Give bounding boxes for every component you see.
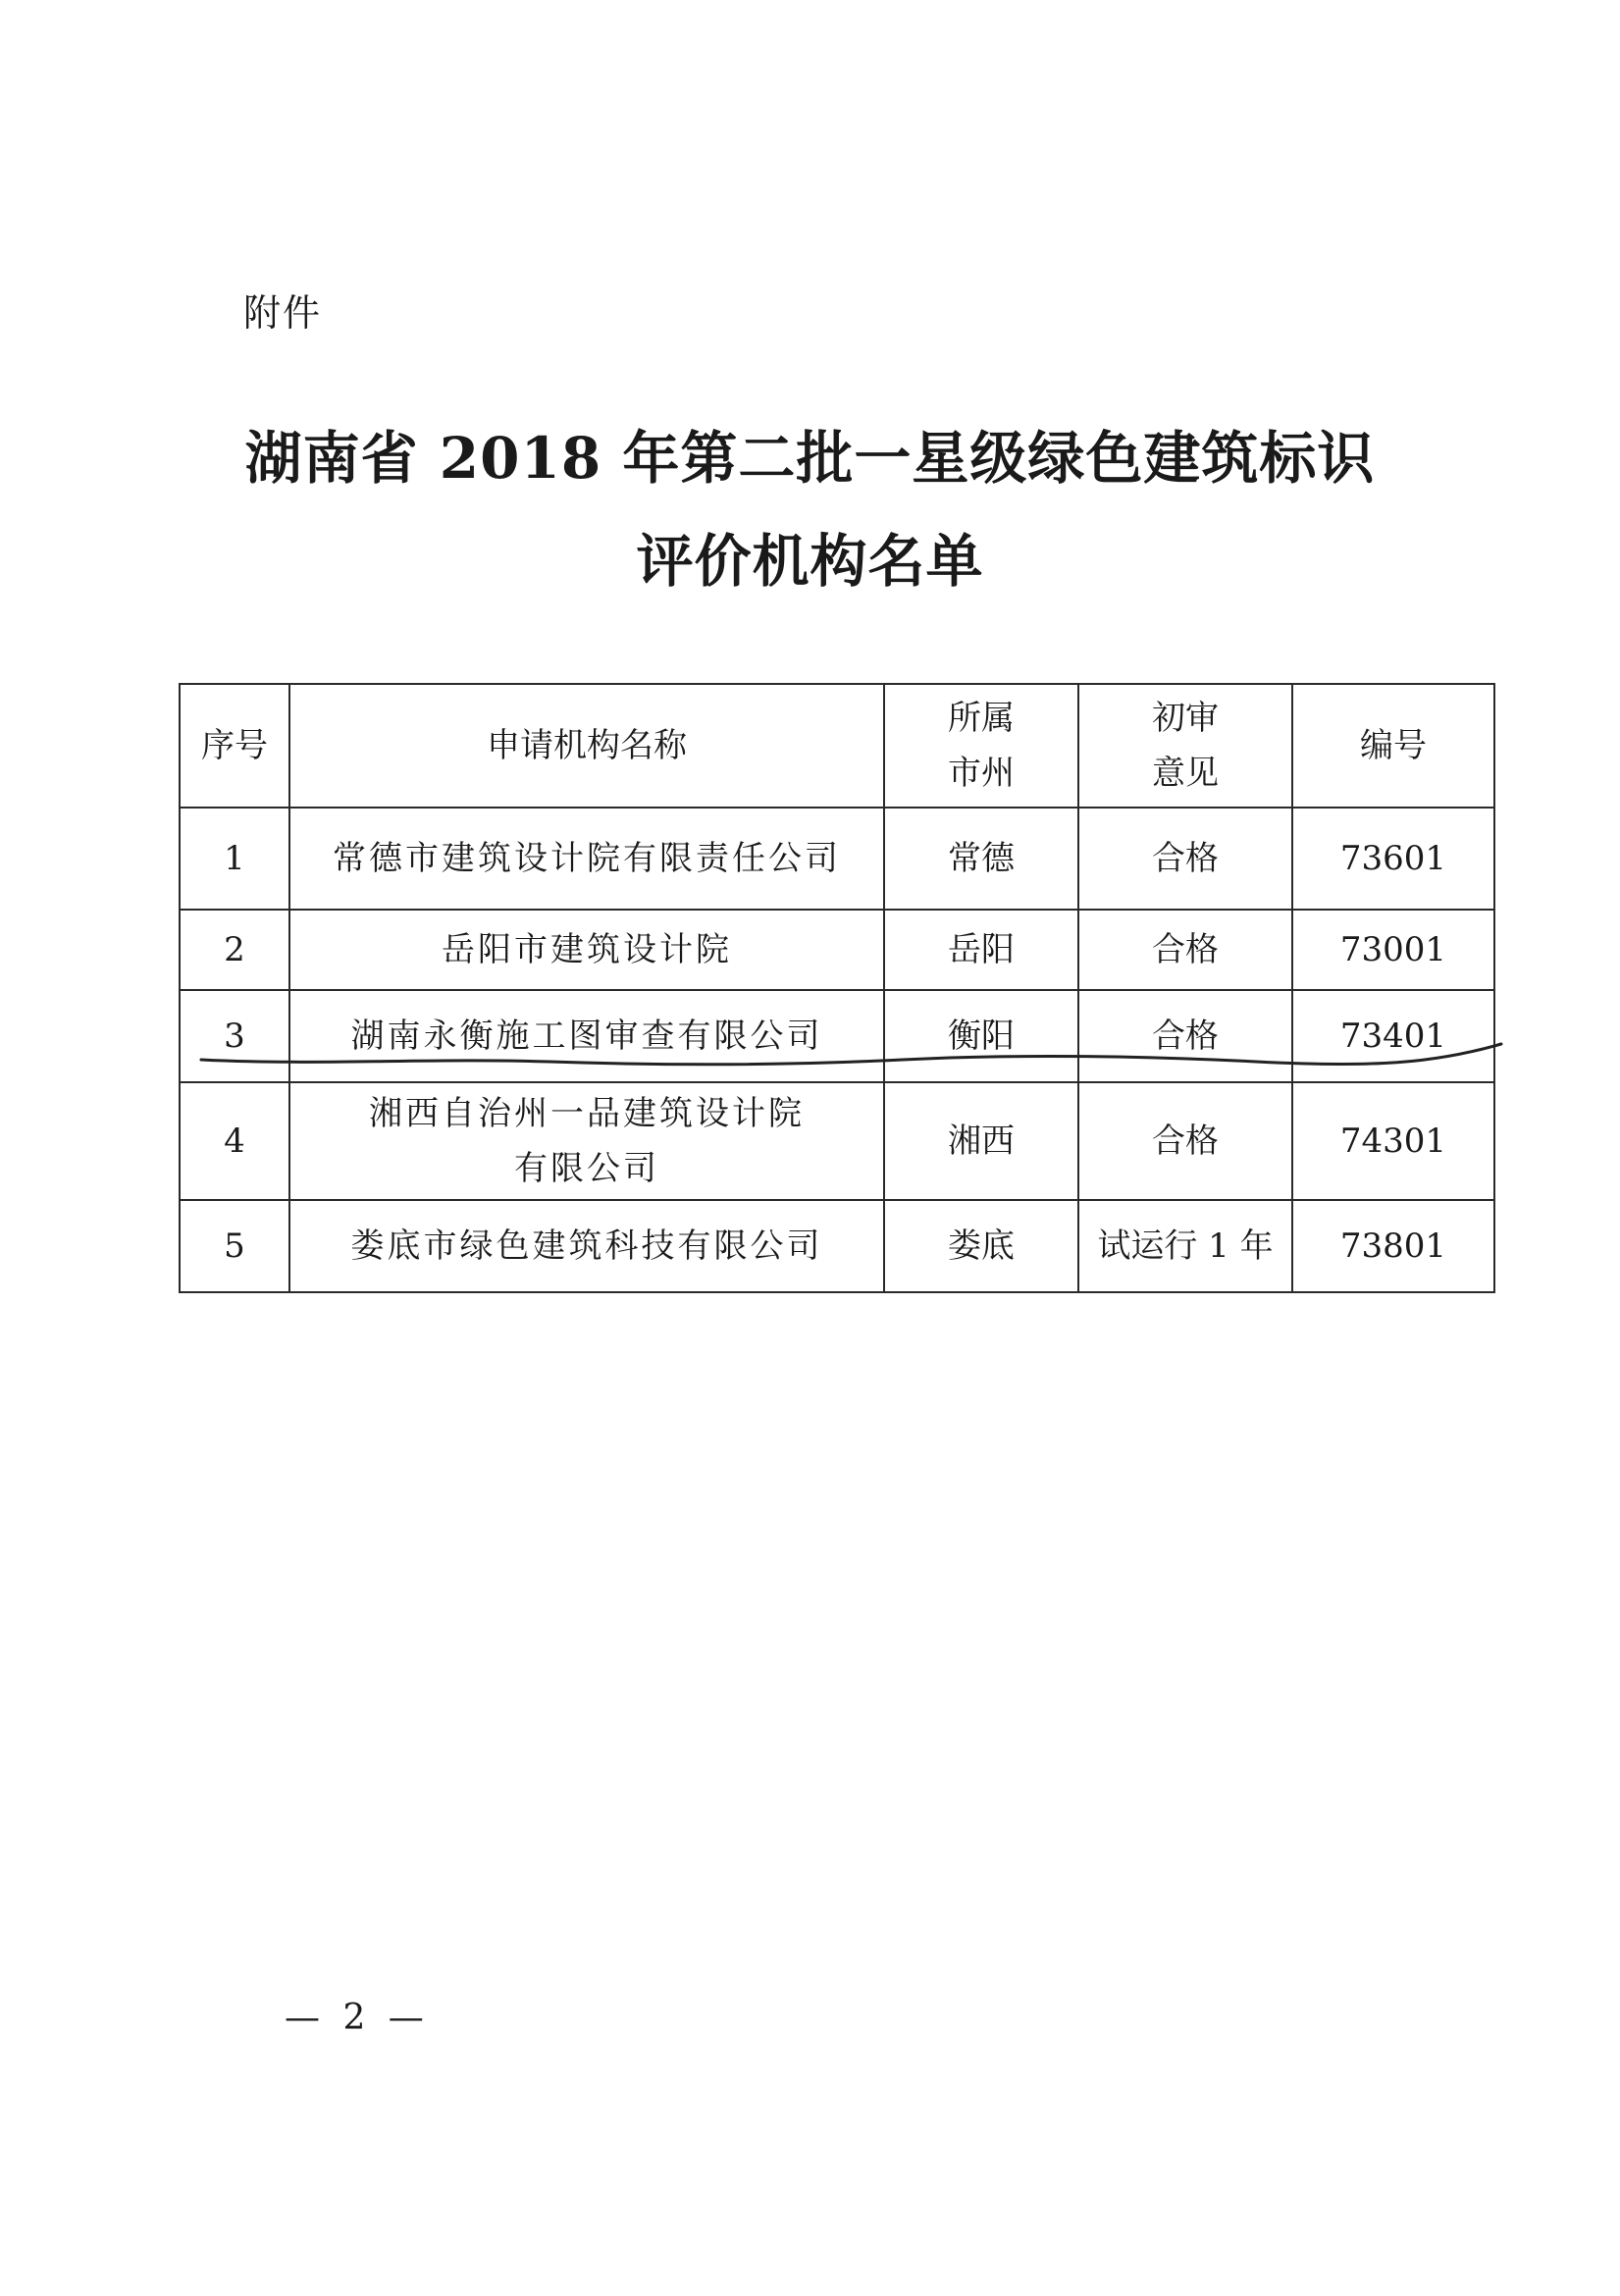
document-title-line-1: 湖南省 2018 年第二批一星级绿色建筑标识 <box>244 425 1376 492</box>
cell-name: 常德市建筑设计院有限责任公司 <box>289 808 884 910</box>
cell-seq: 5 <box>180 1200 289 1292</box>
cell-city: 岳阳 <box>884 910 1078 990</box>
cell-city: 衡阳 <box>884 990 1078 1082</box>
header-opinion <box>1078 684 1292 808</box>
table-header-row <box>180 684 1494 808</box>
table-row <box>180 910 1494 990</box>
cell-seq: 1 <box>180 808 289 910</box>
cell-code: 73401 <box>1292 990 1494 1082</box>
cell-opinion: 合格 <box>1078 990 1292 1082</box>
header-city <box>884 684 1078 808</box>
cell-name: 岳阳市建筑设计院 <box>289 910 884 990</box>
cell-name-line-2: 有限公司 <box>514 1149 659 1188</box>
table-row <box>180 808 1494 910</box>
header-code: 编号 <box>1292 684 1494 808</box>
cell-city: 常德 <box>884 808 1078 910</box>
roster-table-container <box>179 683 1493 1293</box>
header-name: 申请机构名称 <box>289 684 884 808</box>
header-opinion-line-1: 初审 <box>1152 699 1219 738</box>
header-city-line-2: 市州 <box>948 754 1015 793</box>
roster-table <box>179 683 1495 1293</box>
document-title-line-2: 评价机构名单 <box>636 528 984 595</box>
cell-code: 73801 <box>1292 1200 1494 1292</box>
cell-opinion: 合格 <box>1078 910 1292 990</box>
cell-seq: 2 <box>180 910 289 990</box>
table-row <box>180 1200 1494 1292</box>
cell-opinion: 合格 <box>1078 1082 1292 1200</box>
cell-code: 73001 <box>1292 910 1494 990</box>
table-row <box>180 990 1494 1082</box>
header-seq: 序号 <box>180 684 289 808</box>
cell-opinion: 试运行 1 年 <box>1078 1200 1292 1292</box>
cell-seq: 4 <box>180 1082 289 1200</box>
cell-name <box>289 1082 884 1200</box>
cell-opinion: 合格 <box>1078 808 1292 910</box>
header-opinion-line-2: 意见 <box>1152 754 1219 793</box>
header-city-line-1: 所属 <box>948 699 1015 738</box>
cell-code: 73601 <box>1292 808 1494 910</box>
attachment-label: 附件 <box>243 291 323 335</box>
cell-name-line-1: 湘西自治州一品建筑设计院 <box>369 1094 805 1133</box>
page-number: — 2 — <box>285 1998 430 2038</box>
cell-city: 湘西 <box>884 1082 1078 1200</box>
cell-name: 湖南永衡施工图审查有限公司 <box>289 990 884 1082</box>
cell-seq: 3 <box>180 990 289 1082</box>
table-row <box>180 1082 1494 1200</box>
cell-city: 娄底 <box>884 1200 1078 1292</box>
cell-code: 74301 <box>1292 1082 1494 1200</box>
cell-name: 娄底市绿色建筑科技有限公司 <box>289 1200 884 1292</box>
